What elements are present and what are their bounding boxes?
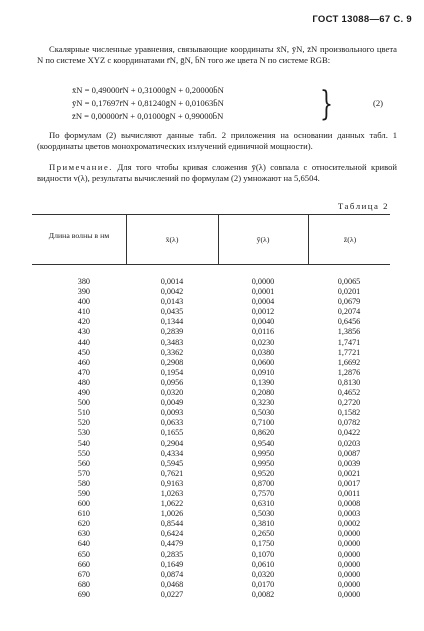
table-row [32, 317, 390, 327]
table-cell: 0,2908 [160, 357, 184, 367]
table-cell: 0,0679 [337, 297, 361, 307]
table-cell: 1,7471 [337, 337, 361, 347]
table-cell: 400 [77, 297, 90, 307]
table-cell: 0,0000 [251, 277, 275, 286]
equation-number: (2) [373, 98, 384, 108]
table-cell: 0,7570 [251, 488, 275, 498]
table-cell: 0,0320 [251, 569, 275, 579]
table-row [32, 479, 390, 489]
table-row [32, 358, 390, 368]
table-cell: 430 [77, 327, 90, 337]
table-cell: 410 [77, 307, 90, 317]
table-cell: 0,9950 [251, 458, 275, 468]
table-row [32, 459, 390, 469]
table-cell: 0,1750 [251, 539, 275, 549]
table-cell: 610 [77, 509, 90, 519]
table-cell: 0,0782 [337, 418, 361, 428]
table-cell: 530 [77, 428, 90, 438]
table-cell: 0,4479 [160, 539, 184, 549]
table-cell: 1,7721 [337, 347, 361, 357]
table-row [32, 529, 390, 539]
table-cell: 0,0468 [160, 579, 184, 589]
table-cell: 0,2720 [337, 398, 361, 408]
table-cell: 520 [77, 418, 90, 428]
table-row [32, 388, 390, 398]
table-row [32, 428, 390, 438]
table-cell: 0,4652 [337, 388, 361, 398]
table-cell: 0,0042 [160, 287, 184, 297]
table-row [32, 570, 390, 580]
table-cell: 0,0011 [337, 488, 361, 498]
table-cell: 380 [77, 277, 90, 286]
table-cell: 550 [77, 448, 90, 458]
table-row [32, 277, 390, 287]
table-row [32, 499, 390, 509]
table-cell: 480 [77, 377, 90, 387]
table-cell: 0,0065 [337, 277, 361, 286]
table-cell: 0,0170 [251, 579, 275, 589]
table-cell: 680 [77, 579, 90, 589]
column-header-y: ȳ(λ) [256, 235, 270, 244]
column-divider [218, 214, 219, 264]
table-cell: 0,2650 [251, 529, 275, 539]
table-cell: 470 [77, 367, 90, 377]
table-row [32, 418, 390, 428]
table-cell: 0,0021 [337, 468, 361, 478]
table-cell: 0,0227 [160, 589, 184, 599]
table-row [32, 398, 390, 408]
table-cell: 0,0082 [251, 589, 275, 599]
table-row [32, 550, 390, 560]
table-cell: 1,0263 [160, 488, 184, 498]
table-cell: 0,7100 [251, 418, 275, 428]
table-cell: 1,0622 [160, 499, 184, 509]
table-row [32, 580, 390, 590]
table-cell: 0,1070 [251, 549, 275, 559]
table-cell: 450 [77, 347, 90, 357]
table-cell: 1,6692 [337, 357, 361, 367]
table-cell: 620 [77, 519, 90, 529]
table-cell: 0,0230 [251, 337, 275, 347]
table-top-rule [32, 214, 390, 215]
table-cell: 0,5945 [160, 458, 184, 468]
column-divider [308, 214, 309, 264]
table-row [32, 489, 390, 499]
table-cell: 630 [77, 529, 90, 539]
table-row [32, 449, 390, 459]
table-cell: 0,1655 [160, 428, 184, 438]
table-cell: 0,2835 [160, 549, 184, 559]
table-caption: Таблица 2 [337, 201, 389, 211]
table-cell: 390 [77, 287, 90, 297]
table-cell: 0,0116 [251, 327, 275, 337]
table-cell: 0,1954 [160, 367, 184, 377]
column-header-wavelength: Длина волны в нм [48, 231, 110, 240]
table-cell: 0,0000 [337, 569, 361, 579]
table-cell: 0,5030 [251, 509, 275, 519]
table-cell: 560 [77, 458, 90, 468]
table-cell: 570 [77, 468, 90, 478]
table-cell: 420 [77, 317, 90, 327]
page-header: ГОСТ 13088—67 С. 9 [312, 14, 412, 25]
table-row [32, 297, 390, 307]
table-cell: 0,6424 [160, 529, 184, 539]
table-cell: 0,1582 [337, 408, 361, 418]
table-cell: 670 [77, 569, 90, 579]
table-cell: 0,2839 [160, 327, 184, 337]
table-row [32, 327, 390, 337]
table-row [32, 378, 390, 388]
table-cell: 660 [77, 559, 90, 569]
table-cell: 0,0049 [160, 398, 184, 408]
table-cell: 0,9520 [251, 468, 275, 478]
table-cell: 500 [77, 398, 90, 408]
table-row [32, 348, 390, 358]
table-cell: 1,0026 [160, 509, 184, 519]
equation-block [58, 84, 398, 124]
table-cell: 0,6310 [251, 499, 275, 509]
table-cell: 0,3810 [251, 519, 275, 529]
table-cell: 640 [77, 539, 90, 549]
table-cell: 0,0000 [337, 539, 361, 549]
table-header-rule [32, 264, 390, 265]
column-header-z: z̄(λ) [343, 235, 357, 244]
data-table [32, 277, 390, 600]
table-row [32, 338, 390, 348]
intro-paragraph: Скалярные численные уравнения, связывающие координаты x̄N, ȳN, z̄N произвольного цвета N по системе XYZ с координатами r̄N, ḡN, b̄N того же цвета N по системе RGB: [37, 44, 397, 65]
table-cell: 0,8700 [251, 478, 275, 488]
table-row [32, 307, 390, 317]
table-cell: 0,1649 [160, 559, 184, 569]
table-cell: 0,0087 [337, 448, 361, 458]
table-cell: 0,0874 [160, 569, 184, 579]
table-cell: 600 [77, 499, 90, 509]
table-cell: 0,0002 [337, 519, 361, 529]
table-cell: 0,0201 [337, 287, 361, 297]
table-row [32, 368, 390, 378]
table-cell: 0,0203 [337, 438, 361, 448]
table-cell: 0,1390 [251, 377, 275, 387]
equation-line: ȳN = 0,17697r̄N + 0,81240ḡN + 0,01063b̄N [72, 98, 224, 108]
table-cell: 0,6456 [337, 317, 361, 327]
equation-line: x̄N = 0,49000r̄N + 0,31000ḡN + 0,20000b̄N [72, 85, 224, 95]
table-row [32, 439, 390, 449]
table-cell: 0,5030 [251, 408, 275, 418]
table-cell: 0,8544 [160, 519, 184, 529]
note-paragraph [37, 162, 397, 184]
table-cell: 650 [77, 549, 90, 559]
table-cell: 0,0012 [251, 307, 275, 317]
table-cell: 0,9950 [251, 448, 275, 458]
table-row [32, 509, 390, 519]
table-cell: 0,0001 [251, 287, 275, 297]
table-cell: 0,0143 [160, 297, 184, 307]
table-cell: 0,0017 [337, 478, 361, 488]
table-cell: 0,7621 [160, 468, 184, 478]
table-cell: 0,0008 [337, 499, 361, 509]
table-cell: 490 [77, 388, 90, 398]
table-cell: 0,0910 [251, 367, 275, 377]
table-cell: 0,0956 [160, 377, 184, 387]
table-cell: 0,1344 [160, 317, 184, 327]
table-cell: 580 [77, 478, 90, 488]
column-divider [126, 214, 127, 264]
table-cell: 0,0610 [251, 559, 275, 569]
table-cell: 0,0014 [160, 277, 184, 286]
table-cell: 690 [77, 589, 90, 599]
table-cell: 0,0320 [160, 388, 184, 398]
table-cell: 0,3362 [160, 347, 184, 357]
table-cell: 0,4334 [160, 448, 184, 458]
table-row [32, 590, 390, 600]
table-cell: 0,0093 [160, 408, 184, 418]
table-cell: 0,0435 [160, 307, 184, 317]
table-cell: 0,0000 [337, 549, 361, 559]
table-cell: 0,0040 [251, 317, 275, 327]
table-cell: 0,9163 [160, 478, 184, 488]
table-cell: 0,2074 [337, 307, 361, 317]
right-brace-icon: } [320, 84, 333, 124]
table-cell: 0,8130 [337, 377, 361, 387]
table-cell: 0,2904 [160, 438, 184, 448]
table-cell: 0,0000 [337, 529, 361, 539]
table-cell: 0,0380 [251, 347, 275, 357]
formula-paragraph: По формулам (2) вычисляют данные табл. 2 приложения на основании данных табл. 1 (координаты цветов монохроматических излучений единичной мощности). [37, 130, 397, 151]
note-label: Примечание. [49, 162, 113, 172]
table-cell: 510 [77, 408, 90, 418]
table-row [32, 519, 390, 529]
table-cell: 590 [77, 488, 90, 498]
table-cell: 0,0422 [337, 428, 361, 438]
equation-line: z̄N = 0,00000r̄N + 0,01000ḡN + 0,99000b̄N [72, 111, 224, 121]
table-cell: 1,3856 [337, 327, 361, 337]
table-cell: 0,9540 [251, 438, 275, 448]
table-row [32, 539, 390, 549]
table-cell: 0,0000 [337, 579, 361, 589]
table-cell: 0,0633 [160, 418, 184, 428]
table-row [32, 469, 390, 479]
table-cell: 0,0600 [251, 357, 275, 367]
table-cell: 0,0000 [337, 559, 361, 569]
table-cell: 0,0000 [337, 589, 361, 599]
table-row [32, 408, 390, 418]
table-row [32, 560, 390, 570]
column-header-x: x̄(λ) [165, 235, 179, 244]
table-cell: 0,0003 [337, 509, 361, 519]
table-cell: 440 [77, 337, 90, 347]
table-cell: 460 [77, 357, 90, 367]
table-cell: 1,2876 [337, 367, 361, 377]
table-cell: 0,8620 [251, 428, 275, 438]
table-cell: 0,0039 [337, 458, 361, 468]
note-text: Для того чтобы кривая сложения ȳ(λ) совпала с относительной кривой видности v(λ), результаты вычислений по формулам (2) умножают на 5,6504. [37, 162, 397, 183]
table-cell: 540 [77, 438, 90, 448]
table-cell: 0,0004 [251, 297, 275, 307]
table-cell: 0,3230 [251, 398, 275, 408]
table-row [32, 287, 390, 297]
table-cell: 0,2080 [251, 388, 275, 398]
table-cell: 0,3483 [160, 337, 184, 347]
